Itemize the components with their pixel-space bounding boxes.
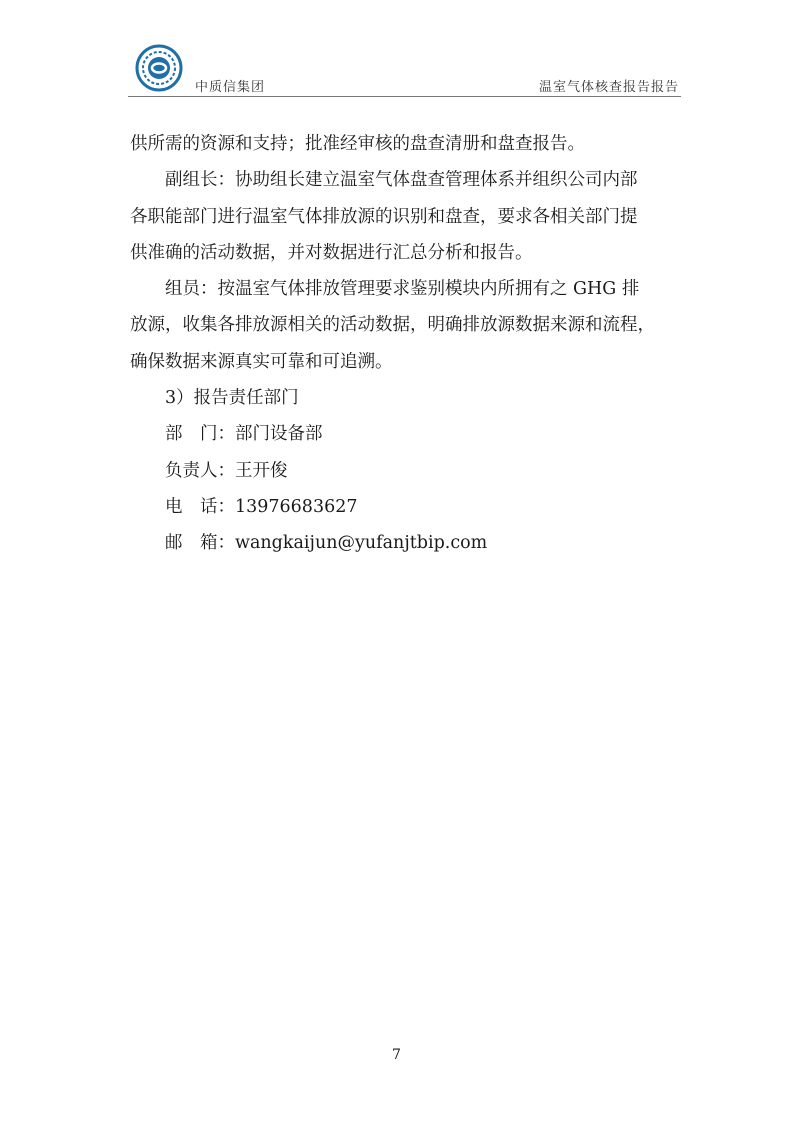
department-field: 部 门：部门设备部 [165,424,323,445]
section-heading: 3）报告责任部门 [165,388,299,409]
header-doc-title: 温室气体核查报告报告 [538,80,679,95]
header-company: 中质信集团 [195,80,266,95]
email-field: 邮 箱：wangkaijun@yufanjtbip.com [165,533,488,554]
text-line: 供准确的活动数据，并对数据进行汇总分析和报告。 [130,242,533,263]
header-rule [128,96,681,97]
text-line: 放源，收集各排放源相关的活动数据，明确排放源数据来源和流程， [130,315,655,336]
responsible-person-field: 负责人：王开俊 [165,460,288,481]
text-line: 副组长：协助组长建立温室气体盘查管理体系并组织公司内部 [165,170,638,191]
phone-field: 电 话：13976683627 [165,496,358,517]
text-line: 各职能部门进行温室气体排放源的识别和盘查，要求各相关部门提 [130,206,638,227]
page-number: 7 [392,1047,401,1063]
text-line: 确保数据来源真实可靠和可追溯。 [130,351,393,372]
body-text [130,126,682,562]
text-line: 组员：按温室气体排放管理要求鉴别模块内所拥有之 GHG 排 [165,279,640,300]
text-line: 供所需的资源和支持；批准经审核的盘查清册和盘查报告。 [130,134,585,154]
company-logo [135,44,183,92]
